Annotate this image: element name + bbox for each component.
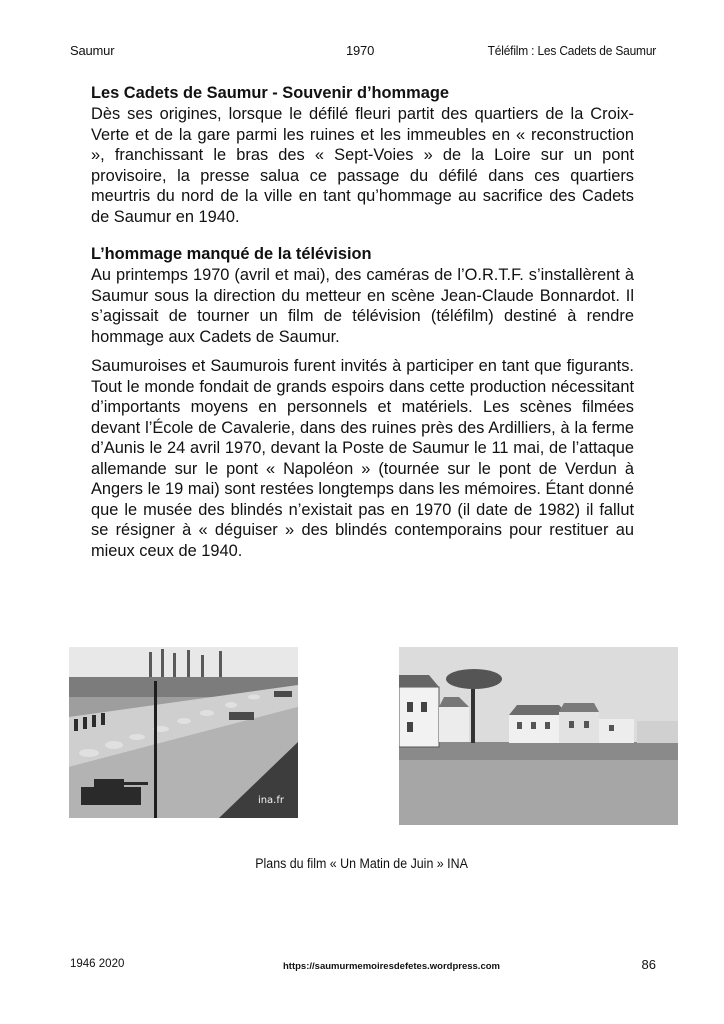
section1-title: Les Cadets de Saumur - Souvenir d’hommage: [91, 84, 449, 102]
figure-caption-text: Plans du film « Un Matin de Juin » INA: [255, 856, 469, 871]
footer-years: 1946 2020: [70, 958, 125, 970]
figure-caption: [0, 856, 724, 871]
footer-page-number: 86: [641, 957, 656, 972]
section2-paragraph1: Au printemps 1970 (avril et mai), des caméras de l’O.R.T.F. s’installèrent à Saumur sous la direction du metteur en scène Jean-Claude Bonnardot. Il s’agissait de tourner un film de télévision (téléfilm) destiné à rendre hommage aux Cadets de Saumur.: [91, 266, 634, 346]
main-content: [91, 83, 634, 561]
section1-paragraph: Dès ses origines, lorsque le défilé fleuri partit des quartiers de la Croix-Verte et de la gare parmi les ruines et les immeubles en « reconstruction », franchissant le bras des « Sept-Voies » de la Loire sur un pont provisoire, la presse salua ce passage du défilé dans ces quartiers meurtris du nord de la ville en tant qu’hommage au sacrifice des Cadets de Saumur en 1940.: [91, 105, 634, 226]
film-still-parade-photo: [69, 647, 298, 818]
section2-paragraph2: Saumuroises et Saumurois furent invités à participer en tant que figurants. Tout le monde fondait de grands espoirs dans cette production nécessitant d’importants moyens en personnels et matériels. Les scènes filmées devant l’École de Cavalerie, dans des ruines près des Ardilliers, à la ferme d’Aunis le 24 avril 1970, devant la Poste de Saumur le 11 mai, de l’attaque allemande sur le pont « Napoléon » (tournée sur le pont de Verdun à Angers le 19 mai) sont restées longtemps dans les mémoires. Étant donné que le musée des blindés n’existait pas en 1970 (il date de 1982) il fallut se résigner à « déguiser » des blindés contemporains pour restituer au mieux ceux de 1940.: [91, 357, 634, 560]
film-still-riverside-photo: [399, 647, 678, 825]
section2-title: L’hommage manqué de la télévision: [91, 245, 372, 263]
header-right: Téléfilm : Les Cadets de Saumur: [487, 43, 656, 58]
header-left: Saumur: [70, 43, 115, 58]
header-center: 1970: [346, 43, 375, 58]
ina-watermark: ina.fr: [257, 795, 284, 806]
footer-url-link[interactable]: https://saumurmemoiresdefetes.wordpress.com: [283, 961, 500, 972]
